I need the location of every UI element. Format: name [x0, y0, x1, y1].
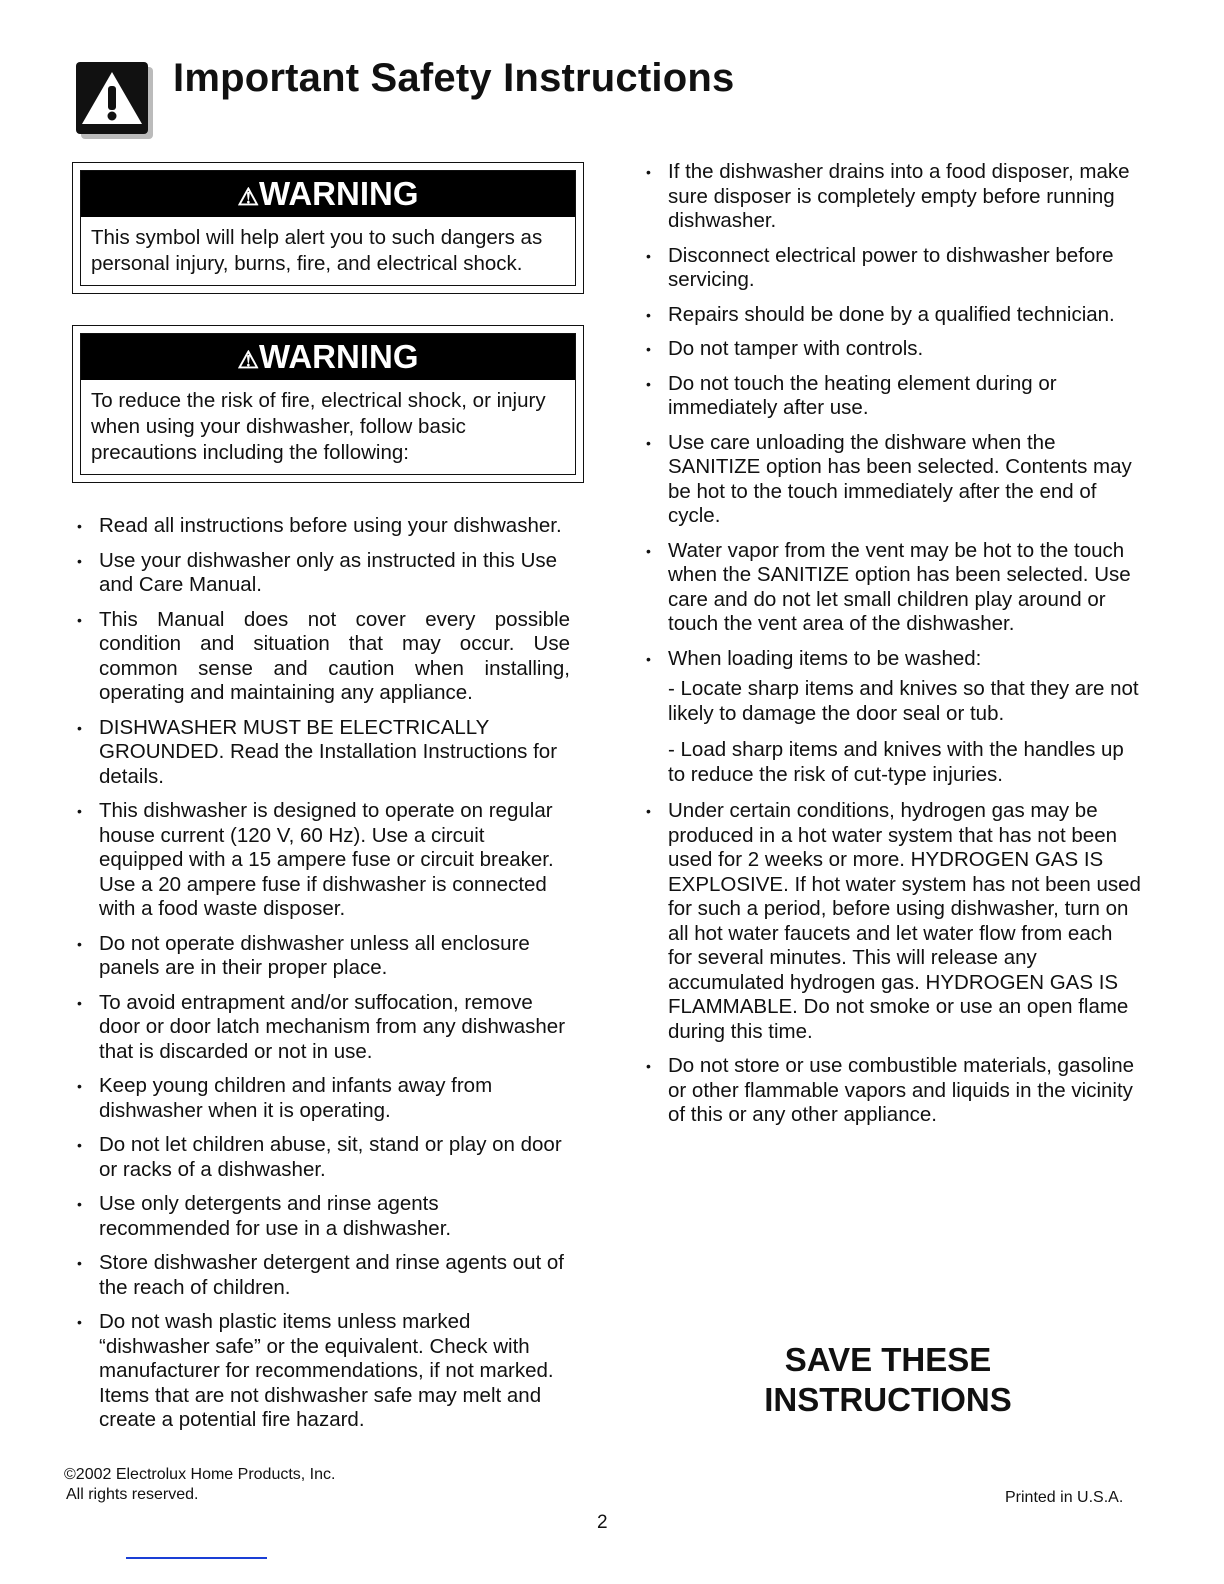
page-title: Important Safety Instructions: [173, 56, 735, 100]
left-column: [72, 514, 570, 1443]
list-item: • Do not let children abuse, sit, stand or play on door or racks of a dishwasher.: [72, 1133, 570, 1182]
list-item: • Do not tamper with controls.: [641, 337, 1141, 362]
list-item: • Keep young children and infants away from dishwasher when it is operating.: [72, 1074, 570, 1123]
printed-in: Printed in U.S.A.: [1005, 1489, 1124, 1506]
warning-triangle-icon: [76, 62, 148, 134]
list-item: • Do not wash plastic items unless marked “dishwasher safe” or the equivalent. Check with manufacturer for recommendations, if not marked. Items that are not dishwasher safe may melt and create a potential fire hazard.: [72, 1310, 570, 1433]
list-item: • Do not store or use combustible materials, gasoline or other flammable vapors and liquids in the vicinity of this or any other appliance.: [641, 1054, 1141, 1128]
list-item: • Store dishwasher detergent and rinse agents out of the reach of children.: [72, 1251, 570, 1300]
save-instructions-heading: SAVE THESE INSTRUCTIONS: [764, 1341, 1012, 1418]
warning-text: To reduce the risk of fire, electrical shock, or injury when using your dishwasher, follow basic precautions including the following:: [91, 389, 546, 464]
sub-list-item: - Locate sharp items and knives so that they are not likely to damage the door seal or tub.: [668, 677, 1139, 725]
list-item: • Repairs should be done by a qualified technician.: [641, 303, 1141, 328]
page-number: 2: [597, 1512, 608, 1533]
list-item: • Under certain conditions, hydrogen gas may be produced in a hot water system that has not been used for 2 weeks or more. HYDROGEN GAS IS EXPLOSIVE. If hot water system has not been used for such a period, before using dishwasher, turn on all hot water faucets and let water flow from each for several minutes. This will release any accumulated hydrogen gas. HYDROGEN GAS IS FLAMMABLE. Do not smoke or use an open flame during this time.: [641, 799, 1141, 1044]
divider-line: [126, 1557, 267, 1559]
warning-header: ⚠WARNING: [81, 334, 575, 380]
list-item: • This Manual does not cover every possible condition and situation that may occur. Use common sense and caution when installing, operating and maintaining any appliance.: [72, 608, 570, 706]
list-item: • Use care unloading the dishware when the SANITIZE option has been selected. Contents may be hot to the touch immediately after the end of cycle.: [641, 431, 1141, 529]
alert-icon: ⚠: [237, 347, 259, 374]
list-item: • When loading items to be washed:: [641, 647, 1141, 672]
list-item: • Use only detergents and rinse agents recommended for use in a dishwasher.: [72, 1192, 570, 1241]
warning-text: This symbol will help alert you to such dangers as personal injury, burns, fire, and electrical shock.: [91, 226, 543, 275]
list-item: • Read all instructions before using your dishwasher.: [72, 514, 570, 539]
list-item: • DISHWASHER MUST BE ELECTRICALLY GROUNDED. Read the Installation Instructions for details.: [72, 716, 570, 790]
alert-icon: ⚠: [237, 184, 259, 211]
warning-box-precautions: [72, 325, 584, 483]
list-item: • Do not touch the heating element during or immediately after use.: [641, 372, 1141, 421]
list-item: • To avoid entrapment and/or suffocation, remove door or door latch mechanism from any dishwasher that is discarded or not in use.: [72, 991, 570, 1065]
warning-box-symbol: [72, 162, 584, 294]
list-item: • Disconnect electrical power to dishwasher before servicing.: [641, 244, 1141, 293]
sub-list-item: - Load sharp items and knives with the handles up to reduce the risk of cut-type injuries.: [668, 738, 1124, 786]
rights-reserved: All rights reserved.: [66, 1486, 199, 1503]
list-item: • This dishwasher is designed to operate on regular house current (120 V, 60 Hz). Use a circuit equipped with a 15 ampere fuse or circuit breaker. Use a 20 ampere fuse if dishwasher is connected with a food waste disposer.: [72, 799, 570, 922]
list-item: • If the dishwasher drains into a food disposer, make sure disposer is completely empty before running dishwasher.: [641, 160, 1141, 234]
right-column: [641, 160, 1141, 1138]
copyright: ©2002 Electrolux Home Products, Inc.: [64, 1466, 336, 1483]
list-item: • Do not operate dishwasher unless all enclosure panels are in their proper place.: [72, 932, 570, 981]
warning-header: ⚠WARNING: [81, 171, 575, 217]
list-item: • Water vapor from the vent may be hot to the touch when the SANITIZE option has been selected. Use care and do not let small children play around or touch the vent area of the dishwasher.: [641, 539, 1141, 637]
list-item: • Use your dishwasher only as instructed in this Use and Care Manual.: [72, 549, 570, 598]
